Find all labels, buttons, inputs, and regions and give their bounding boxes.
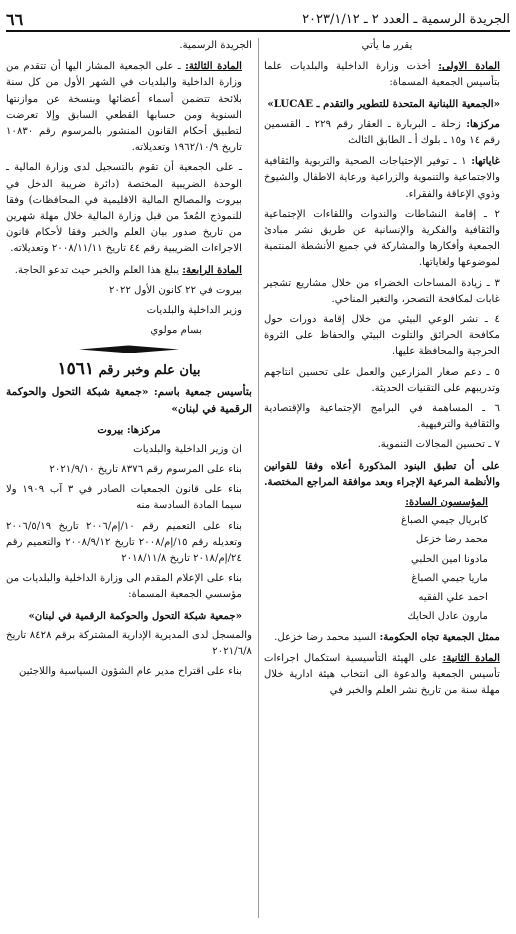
registration-text: والمسجل لدى المديرية الإدارية المشتركة برقم ٨٤٢٨ تاريخ ٢٠٢١/٦/٨ [6,629,252,658]
article-1-text: أخذت وزارة الداخلية والبلديات علما بتأسيس الجمعية المسماة: [264,61,500,89]
basis-1: بناء على المرسوم رقم ٨٣٧٦ تاريخ ٢٠٢١/٩/١٠ [49,464,242,476]
article-2-text: على الهيئة التأسيسية استكمال اجراءات تأسيس الجمعية والدعوة الى انتخاب هيئة ادارية خلال مهلة سنة من تاريخ نشر العلم والخبر في [264,652,500,697]
condition-text: على أن تطبق البنود المذكورة أعلاه وفقا للقوانين والأنظمة المرعية الإجراء وبعد موافقة المراجع المختصة. [264,459,500,488]
goal-7: ٧ ـ تحسين المجالات التنموية. [377,439,500,451]
basis-3: بناء على التعميم رقم ١٠/إم/٢٠٠٦ تاريخ ٢٠٠٦/٥/١٩ وتعديله رقم ١٥/إم/٢٠٠٨ تاريخ ٢٠٠٨/٩/١٢ والتعميم رقم ٢٤/إم/٢٠١٨ تاريخ ٢٠١٨/١١/٨ [6,520,243,565]
article-4 [6,262,252,279]
notice-number: ١٥٦١ [57,359,95,380]
founder-name: مارون عادل الحايك [407,611,488,623]
article-4-label: المادة الرابعة: [182,263,242,276]
founder-name: احمد علي الفقيه [418,592,488,604]
minister-title: وزير الداخلية والبلديات [146,305,242,317]
rep-text: السيد محمد رضا خزعل. [274,631,377,643]
goal-1 [264,153,510,203]
article-3 [6,58,252,156]
hq-label: مركزها: [466,117,501,130]
minister-name: بسام مولوي [150,325,202,337]
date-line: بيروت في ٢٢ كانون الأول ٢٠٢٢ [109,284,242,296]
article-3-text: ـ على الجمعية المشار اليها أن تتقدم من وزارة الداخلية والبلديات في الشهر الأول من كل سنة بلائحة تتضمن أسماء أعضائها وبنسخة عن موازنتها السنوية ومن حسابها القطعي السابق وإلا تعرضت لتطبيق أحكام القانون المنشور بالمرسوم رقم ١٠٨٣٠ تاريخ ١٩٦٢/١٠/٩ وتعديلاته. [6,61,242,154]
goals-label: غاياتها: [471,155,500,168]
notice-heading [6,361,252,379]
gazette-title: الجريدة الرسمية ـ العدد ٢ ـ ٢٠٢٣/١/١٢ [302,11,510,27]
notice-title: بيان علم وخبر رقم [98,363,201,379]
goal-6: ٦ ـ المساهمة في البرامج الإجتماعية والإقتصادية والثقافية والترفيهية. [264,403,500,431]
left-column [6,38,252,685]
tax-registration-text: ـ على الجمعية أن تقوم بالتسجيل لدى وزارة المالية ـ الوحدة الضريبية المختصة (دائرة ضريبة الدخل في بيروت والمصالح المالية الاقليمية في المحافظات) وفقا للنموذج المُعدّ من قبل وزارة المالية خلال مهلة شهرين من تاريخ صدور بيان العلم والخبر وفقا لأحكام قانون الاجراءات الضريبية رقم ٤٤ تاريخ ٢٠٠٨/١١/١١ وتعديلاته. [6,162,242,255]
goal-5: ٥ ـ دعم صغار المزارعين والعمل على تحسين انتاجهم وتدريبهم على التقنيات الحديثة. [264,366,500,394]
rep-label: ممثل الجمعية تجاه الحكومة: [379,630,500,643]
intro-line: يقرر ما يأتي [361,40,413,51]
org-name: «الجمعية اللبنانية المتحدة للتطوير والتقدم ـ LUCAE» [267,97,500,110]
hq-text: زحلة ـ البربارة ـ العقار رقم ٢٢٩ ـ القسمين رقم ١٤ و١٥ ـ بلوك أ ـ الطابق الثالث [264,118,500,147]
representative [264,629,510,646]
basis-2: بناء على قانون الجمعيات الصادر في ٣ آب ١٩٠٩ ولا سيما المادة السادسة منه [6,484,242,512]
section-divider [6,345,252,353]
notice-hq: مركزها: بيروت [97,423,161,436]
org-name-2: «جمعية شبكة التحول والحوكمة الرقمية في لبنان» [28,609,242,622]
founder-name: مادونا امين الحلبي [411,553,488,565]
article-2-label: المادة الثانية: [442,651,500,664]
goal-2: ٢ ـ إقامة النشاطات والندوات واللقاءات الإجتماعية والثقافية والفكرية والإنسانية عن طريق نشر مبادئ الجمعية وأفكارها والمشاركة في جميع الأنشطة المنتمية لموضوعها ولغاياتها. [264,208,500,269]
goal-1-text: ١ ـ توفير الإحتياجات الصحية والتربوية والثقافية والاجتماعية والتنموية والزراعية ورعاية الاطفال والشيوخ وذوي الإعاقة والفقراء. [264,156,500,200]
hq-line [264,116,510,149]
article-1 [264,58,510,91]
goal-3: ٣ ـ زيادة المساحات الخضراء من خلال مشاريع تشجير غابات لمكافحة التصحر، والتغير المناخي. [264,277,500,305]
basis-5: بناء على اقتراح مدير عام الشؤون السياسية واللاجئين [18,666,242,678]
founders-label: المؤسسون السادة: [405,496,488,509]
founder-name: كابريال جيمي الصباغ [400,515,488,527]
column-divider [258,38,259,918]
founders-list [264,494,510,625]
notice-subject: بتأسيس جمعية باسم: «جمعية شبكة التحول والحوكمة الرقمية في لبنان» [6,385,252,415]
basis-4: بناء على الإعلام المقدم الى وزارة الداخلية والبلديات من مؤسسي الجمعية المسماة: [6,573,242,601]
founder-name: محمد رضا خزعل [415,534,488,546]
founder-name: ماريا جيمي الصباغ [411,572,488,584]
continuation-text: الجريدة الرسمية. [179,40,252,51]
article-4-text: يبلغ هذا العلم والخبر حيث تدعو الحاجة. [14,264,180,276]
issuer-line: ان وزير الداخلية والبلديات [133,443,242,455]
article-3-label: المادة الثالثة: [185,60,242,73]
page-header [6,8,510,32]
article-1-label: المادة الاولى: [438,60,500,73]
right-column [264,38,510,703]
article-2 [264,650,510,700]
goal-4: ٤ ـ نشر الوعي البيئي من خلال إقامة دورات حول مكافحة الحرائق والتلوث البيئي والحفاظ على الثروة الحرجية والمحافظة عليها. [264,314,500,358]
page-number: ٦٦ [6,9,24,29]
